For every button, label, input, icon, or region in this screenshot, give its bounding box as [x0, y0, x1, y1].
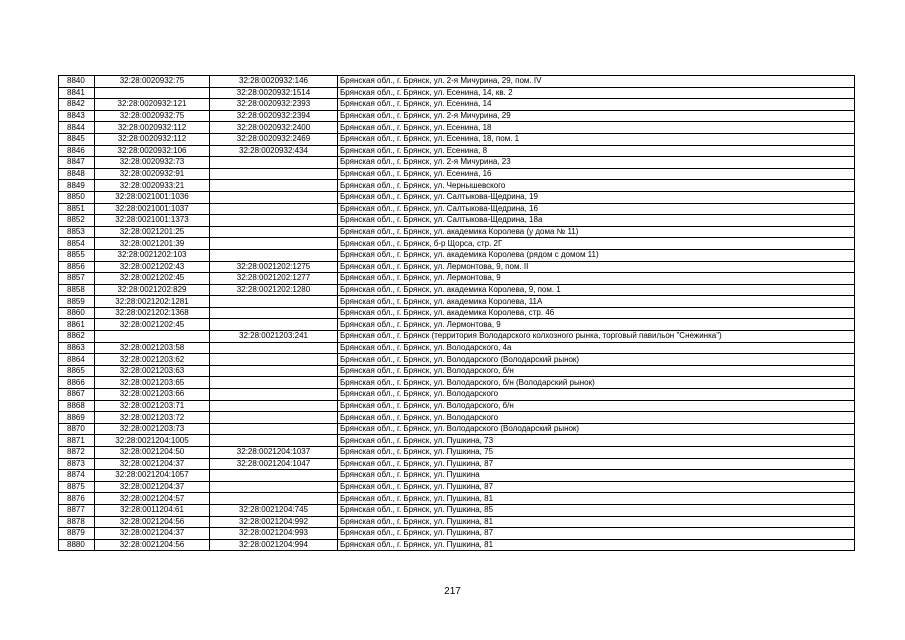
land-cadastral-number-cell: 32:28:0021203:73 — [95, 423, 210, 435]
document-table — [58, 75, 855, 551]
address-cell: Брянская обл., г. Брянск, ул. Пушкина, 81 — [338, 493, 855, 505]
row-number-cell: 8863 — [59, 342, 95, 354]
table-row — [59, 122, 855, 134]
object-cadastral-number-cell — [210, 168, 338, 180]
land-cadastral-number-cell: 32:28:0021001:1037 — [95, 203, 210, 215]
row-number-cell: 8864 — [59, 354, 95, 366]
address-cell: Брянская обл., г. Брянск, б-р Щорса, стр. 2Г — [338, 238, 855, 250]
land-cadastral-number-cell: 32:28:0011204:61 — [95, 504, 210, 516]
row-number-cell: 8866 — [59, 377, 95, 389]
row-number-cell: 8849 — [59, 180, 95, 192]
land-cadastral-number-cell: 32:28:0021204:37 — [95, 481, 210, 493]
land-cadastral-number-cell: 32:28:0021204:37 — [95, 528, 210, 540]
object-cadastral-number-cell — [210, 191, 338, 203]
address-cell: Брянская обл., г. Брянск, ул. Володарского (Володарский рынок) — [338, 354, 855, 366]
object-cadastral-number-cell: 32:28:0021203:241 — [210, 331, 338, 343]
row-number-cell: 8859 — [59, 296, 95, 308]
row-number-cell: 8852 — [59, 215, 95, 227]
address-cell: Брянская обл., г. Брянск, ул. Салтыкова-Щедрина, 19 — [338, 191, 855, 203]
table-body — [59, 76, 855, 551]
table-row — [59, 331, 855, 343]
table-row — [59, 435, 855, 447]
cadastral-table — [58, 75, 855, 551]
land-cadastral-number-cell: 32:28:0021202:1368 — [95, 307, 210, 319]
address-cell: Брянская обл., г. Брянск, ул. 2-я Мичурина, 29 — [338, 110, 855, 122]
address-cell: Брянская обл., г. Брянск, ул. Есенина, 18, пом. 1 — [338, 133, 855, 145]
object-cadastral-number-cell — [210, 319, 338, 331]
row-number-cell: 8840 — [59, 76, 95, 88]
row-number-cell: 8861 — [59, 319, 95, 331]
land-cadastral-number-cell: 32:28:0021203:63 — [95, 365, 210, 377]
address-cell: Брянская обл., г. Брянск, ул. Салтыкова-Щедрина, 18а — [338, 215, 855, 227]
object-cadastral-number-cell — [210, 180, 338, 192]
land-cadastral-number-cell: 32:28:0021202:829 — [95, 284, 210, 296]
table-row — [59, 99, 855, 111]
address-cell: Брянская обл., г. Брянск, ул. Есенина, 14 — [338, 99, 855, 111]
row-number-cell: 8870 — [59, 423, 95, 435]
land-cadastral-number-cell: 32:28:0021203:62 — [95, 354, 210, 366]
land-cadastral-number-cell: 32:28:0021202:43 — [95, 261, 210, 273]
address-cell: Брянская обл., г. Брянск, ул. Лермонтова, 9 — [338, 273, 855, 285]
land-cadastral-number-cell: 32:28:0021202:45 — [95, 319, 210, 331]
land-cadastral-number-cell: 32:28:0020932:75 — [95, 76, 210, 88]
address-cell: Брянская обл., г. Брянск, ул. Пушкина, 87 — [338, 528, 855, 540]
object-cadastral-number-cell — [210, 423, 338, 435]
table-row — [59, 307, 855, 319]
table-row — [59, 215, 855, 227]
address-cell: Брянская обл., г. Брянск, ул. академика Королева (у дома № 11) — [338, 226, 855, 238]
address-cell: Брянская обл., г. Брянск, ул. Володарского, б/н — [338, 400, 855, 412]
table-row — [59, 238, 855, 250]
object-cadastral-number-cell — [210, 157, 338, 169]
address-cell: Брянская обл., г. Брянск, ул. Володарского, 4а — [338, 342, 855, 354]
row-number-cell: 8879 — [59, 528, 95, 540]
land-cadastral-number-cell: 32:28:0020932:75 — [95, 110, 210, 122]
row-number-cell: 8880 — [59, 539, 95, 551]
object-cadastral-number-cell — [210, 307, 338, 319]
object-cadastral-number-cell — [210, 493, 338, 505]
land-cadastral-number-cell: 32:28:0021204:1005 — [95, 435, 210, 447]
row-number-cell: 8876 — [59, 493, 95, 505]
object-cadastral-number-cell — [210, 412, 338, 424]
address-cell: Брянская обл., г. Брянск, ул. академика Королева, стр. 46 — [338, 307, 855, 319]
object-cadastral-number-cell — [210, 215, 338, 227]
object-cadastral-number-cell: 32:28:0020932:1514 — [210, 87, 338, 99]
object-cadastral-number-cell: 32:28:0021204:992 — [210, 516, 338, 528]
address-cell: Брянская обл., г. Брянск, ул. Пушкина, 81 — [338, 539, 855, 551]
land-cadastral-number-cell: 32:28:0021203:58 — [95, 342, 210, 354]
address-cell: Брянская обл., г. Брянск, ул. Володарского (Володарский рынок) — [338, 423, 855, 435]
object-cadastral-number-cell: 32:28:0021202:1277 — [210, 273, 338, 285]
object-cadastral-number-cell — [210, 365, 338, 377]
address-cell: Брянская обл., г. Брянск, ул. 2-я Мичурина, 23 — [338, 157, 855, 169]
table-row — [59, 447, 855, 459]
row-number-cell: 8847 — [59, 157, 95, 169]
object-cadastral-number-cell — [210, 296, 338, 308]
address-cell: Брянская обл., г. Брянск, ул. Володарского — [338, 412, 855, 424]
object-cadastral-number-cell: 32:28:0020932:2400 — [210, 122, 338, 134]
land-cadastral-number-cell: 32:28:0021204:1057 — [95, 470, 210, 482]
object-cadastral-number-cell: 32:28:0021204:1047 — [210, 458, 338, 470]
address-cell: Брянская обл., г. Брянск, ул. Пушкина, 85 — [338, 504, 855, 516]
object-cadastral-number-cell — [210, 203, 338, 215]
table-row — [59, 493, 855, 505]
row-number-cell: 8851 — [59, 203, 95, 215]
object-cadastral-number-cell — [210, 238, 338, 250]
table-row — [59, 470, 855, 482]
land-cadastral-number-cell: 32:28:0021202:1281 — [95, 296, 210, 308]
table-row — [59, 76, 855, 88]
land-cadastral-number-cell: 32:28:0021204:37 — [95, 458, 210, 470]
address-cell: Брянская обл., г. Брянск, ул. Чернышевского — [338, 180, 855, 192]
address-cell: Брянская обл., г. Брянск, ул. Пушкина, 75 — [338, 447, 855, 459]
land-cadastral-number-cell: 32:28:0021202:103 — [95, 249, 210, 261]
object-cadastral-number-cell — [210, 249, 338, 261]
land-cadastral-number-cell — [95, 87, 210, 99]
table-row — [59, 412, 855, 424]
row-number-cell: 8865 — [59, 365, 95, 377]
land-cadastral-number-cell: 32:28:0020932:112 — [95, 133, 210, 145]
address-cell: Брянская обл., г. Брянск, ул. Володарского, б/н — [338, 365, 855, 377]
table-row — [59, 203, 855, 215]
row-number-cell: 8853 — [59, 226, 95, 238]
land-cadastral-number-cell: 32:28:0020933:21 — [95, 180, 210, 192]
table-row — [59, 528, 855, 540]
object-cadastral-number-cell: 32:28:0021202:1275 — [210, 261, 338, 273]
row-number-cell: 8855 — [59, 249, 95, 261]
table-row — [59, 516, 855, 528]
row-number-cell: 8845 — [59, 133, 95, 145]
row-number-cell: 8867 — [59, 389, 95, 401]
land-cadastral-number-cell: 32:28:0021201:39 — [95, 238, 210, 250]
land-cadastral-number-cell: 32:28:0020932:106 — [95, 145, 210, 157]
table-row — [59, 354, 855, 366]
land-cadastral-number-cell: 32:28:0021202:45 — [95, 273, 210, 285]
row-number-cell: 8850 — [59, 191, 95, 203]
table-row — [59, 191, 855, 203]
row-number-cell: 8857 — [59, 273, 95, 285]
object-cadastral-number-cell: 32:28:0020932:2469 — [210, 133, 338, 145]
object-cadastral-number-cell — [210, 470, 338, 482]
object-cadastral-number-cell — [210, 342, 338, 354]
land-cadastral-number-cell: 32:28:0021204:50 — [95, 447, 210, 459]
object-cadastral-number-cell — [210, 389, 338, 401]
table-row — [59, 284, 855, 296]
table-row — [59, 504, 855, 516]
address-cell: Брянская обл., г. Брянск, ул. Лермонтова, 9, пом. II — [338, 261, 855, 273]
row-number-cell: 8846 — [59, 145, 95, 157]
object-cadastral-number-cell — [210, 400, 338, 412]
row-number-cell: 8875 — [59, 481, 95, 493]
address-cell: Брянская обл., г. Брянск, ул. Володарского — [338, 389, 855, 401]
row-number-cell: 8869 — [59, 412, 95, 424]
land-cadastral-number-cell — [95, 331, 210, 343]
row-number-cell: 8844 — [59, 122, 95, 134]
object-cadastral-number-cell — [210, 377, 338, 389]
row-number-cell: 8874 — [59, 470, 95, 482]
land-cadastral-number-cell: 32:28:0021001:1373 — [95, 215, 210, 227]
page-number: 217 — [444, 586, 461, 597]
row-number-cell: 8848 — [59, 168, 95, 180]
table-row — [59, 319, 855, 331]
address-cell: Брянская обл., г. Брянск, ул. академика Королева (рядом с домом 11) — [338, 249, 855, 261]
table-row — [59, 458, 855, 470]
object-cadastral-number-cell — [210, 226, 338, 238]
object-cadastral-number-cell: 32:28:0020932:434 — [210, 145, 338, 157]
table-row — [59, 273, 855, 285]
table-row — [59, 157, 855, 169]
address-cell: Брянская обл., г. Брянск (территория Володарского колхозного рынка, торговый павильон "Снежинка") — [338, 331, 855, 343]
object-cadastral-number-cell: 32:28:0021204:745 — [210, 504, 338, 516]
land-cadastral-number-cell: 32:28:0021203:71 — [95, 400, 210, 412]
row-number-cell: 8860 — [59, 307, 95, 319]
land-cadastral-number-cell: 32:28:0021204:56 — [95, 516, 210, 528]
row-number-cell: 8842 — [59, 99, 95, 111]
address-cell: Брянская обл., г. Брянск, ул. Пушкина, 87 — [338, 481, 855, 493]
address-cell: Брянская обл., г. Брянск, ул. 2-я Мичурина, 29, пом. IV — [338, 76, 855, 88]
table-row — [59, 400, 855, 412]
address-cell: Брянская обл., г. Брянск, ул. Салтыкова-Щедрина, 16 — [338, 203, 855, 215]
address-cell: Брянская обл., г. Брянск, ул. Пушкина, 87 — [338, 458, 855, 470]
row-number-cell: 8841 — [59, 87, 95, 99]
address-cell: Брянская обл., г. Брянск, ул. Есенина, 8 — [338, 145, 855, 157]
table-row — [59, 377, 855, 389]
land-cadastral-number-cell: 32:28:0021204:57 — [95, 493, 210, 505]
table-row — [59, 87, 855, 99]
row-number-cell: 8854 — [59, 238, 95, 250]
table-row — [59, 168, 855, 180]
address-cell: Брянская обл., г. Брянск, ул. Есенина, 16 — [338, 168, 855, 180]
land-cadastral-number-cell: 32:28:0021001:1036 — [95, 191, 210, 203]
row-number-cell: 8843 — [59, 110, 95, 122]
table-row — [59, 145, 855, 157]
land-cadastral-number-cell: 32:28:0020932:73 — [95, 157, 210, 169]
row-number-cell: 8877 — [59, 504, 95, 516]
table-row — [59, 261, 855, 273]
table-row — [59, 110, 855, 122]
row-number-cell: 8858 — [59, 284, 95, 296]
land-cadastral-number-cell: 32:28:0021203:66 — [95, 389, 210, 401]
address-cell: Брянская обл., г. Брянск, ул. Пушкина, 81 — [338, 516, 855, 528]
land-cadastral-number-cell: 32:28:0020932:121 — [95, 99, 210, 111]
table-row — [59, 296, 855, 308]
row-number-cell: 8878 — [59, 516, 95, 528]
table-row — [59, 226, 855, 238]
table-row — [59, 481, 855, 493]
table-row — [59, 342, 855, 354]
table-row — [59, 180, 855, 192]
land-cadastral-number-cell: 32:28:0021201:25 — [95, 226, 210, 238]
table-row — [59, 389, 855, 401]
land-cadastral-number-cell: 32:28:0021204:56 — [95, 539, 210, 551]
land-cadastral-number-cell: 32:28:0021203:72 — [95, 412, 210, 424]
table-row — [59, 133, 855, 145]
object-cadastral-number-cell: 32:28:0021202:1280 — [210, 284, 338, 296]
address-cell: Брянская обл., г. Брянск, ул. Лермонтова, 9 — [338, 319, 855, 331]
land-cadastral-number-cell: 32:28:0020932:91 — [95, 168, 210, 180]
row-number-cell: 8873 — [59, 458, 95, 470]
address-cell: Брянская обл., г. Брянск, ул. академика Королева, 11А — [338, 296, 855, 308]
row-number-cell: 8862 — [59, 331, 95, 343]
address-cell: Брянская обл., г. Брянск, ул. академика Королева, 9, пом. 1 — [338, 284, 855, 296]
row-number-cell: 8872 — [59, 447, 95, 459]
object-cadastral-number-cell — [210, 354, 338, 366]
land-cadastral-number-cell: 32:28:0021203:65 — [95, 377, 210, 389]
row-number-cell: 8868 — [59, 400, 95, 412]
address-cell: Брянская обл., г. Брянск, ул. Пушкина — [338, 470, 855, 482]
object-cadastral-number-cell — [210, 481, 338, 493]
row-number-cell: 8871 — [59, 435, 95, 447]
table-row — [59, 365, 855, 377]
object-cadastral-number-cell: 32:28:0021204:1037 — [210, 447, 338, 459]
object-cadastral-number-cell: 32:28:0020932:2393 — [210, 99, 338, 111]
table-row — [59, 249, 855, 261]
address-cell: Брянская обл., г. Брянск, ул. Есенина, 18 — [338, 122, 855, 134]
address-cell: Брянская обл., г. Брянск, ул. Володарского, б/н (Володарский рынок) — [338, 377, 855, 389]
land-cadastral-number-cell: 32:28:0020932:112 — [95, 122, 210, 134]
object-cadastral-number-cell: 32:28:0021204:994 — [210, 539, 338, 551]
object-cadastral-number-cell: 32:28:0020932:2394 — [210, 110, 338, 122]
table-row — [59, 539, 855, 551]
address-cell: Брянская обл., г. Брянск, ул. Пушкина, 73 — [338, 435, 855, 447]
address-cell: Брянская обл., г. Брянск, ул. Есенина, 14, кв. 2 — [338, 87, 855, 99]
object-cadastral-number-cell: 32:28:0021204:993 — [210, 528, 338, 540]
row-number-cell: 8856 — [59, 261, 95, 273]
object-cadastral-number-cell — [210, 435, 338, 447]
table-row — [59, 423, 855, 435]
object-cadastral-number-cell: 32:28:0020932:146 — [210, 76, 338, 88]
